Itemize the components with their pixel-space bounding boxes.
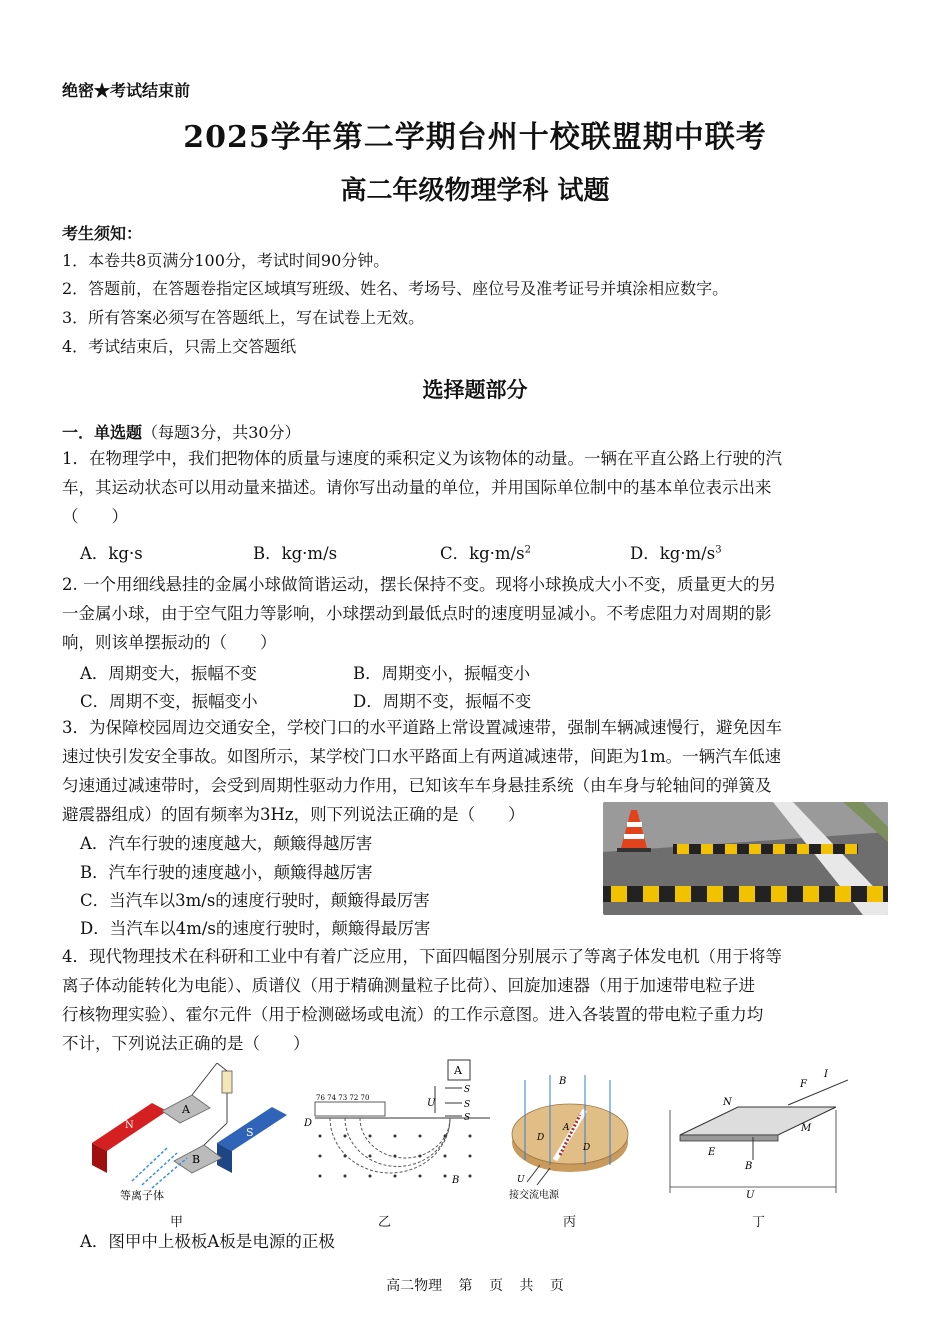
ac-source-label: 接交流电源	[509, 1190, 559, 1201]
footer-subject: 高二物理	[386, 1278, 443, 1294]
q1-line-3: （ ）	[62, 507, 128, 526]
cyclotron-b-label: B	[559, 1076, 567, 1087]
q1-line-1: 1．在物理学中，我们把物体的质量与速度的乘积定义为该物体的动量。一辆在平直公路上行驶的汽	[62, 449, 782, 468]
q1-line-2: 车，其运动状态可以用动量来描述。请你写出动量的单位，并用国际单位制中的基本单位表示出来	[62, 478, 772, 497]
page-footer	[0, 1275, 950, 1295]
cyclotron-u-label: U	[517, 1175, 525, 1185]
speed-bump-photo	[603, 802, 888, 915]
figure-yi-mass-spectrometer	[300, 1058, 495, 1198]
q2-option-a[interactable]: A．周期变大，振幅不变	[80, 664, 257, 683]
q4-line-2: 离子体动能转化为电能）、质谱仪（用于精确测量粒子比荷）、回旋加速器（用于加速带电粒子进	[62, 976, 755, 995]
question-1	[62, 444, 890, 531]
plate-a-label: A	[182, 1103, 190, 1116]
figure-ding-hall-element	[668, 1065, 848, 1205]
hall-e-label: E	[708, 1147, 716, 1158]
hall-f-label: F	[800, 1079, 807, 1090]
cyclotron-a-label: A	[563, 1123, 570, 1133]
q1-option-c[interactable]	[440, 540, 531, 564]
figure-bing-label: 丙	[563, 1215, 577, 1230]
q2-line-1: 2. 一个用细线悬挂的金属小球做简谐运动，摆长保持不变。现将小球换成大小不变，质量更大的另	[62, 575, 776, 594]
q4-line-3: 行核物理实验）、霍尔元件（用于检测磁场或电流）的工作示意图。进入各装置的带电粒子重力均	[62, 1005, 764, 1024]
point-d-label: D	[304, 1118, 313, 1129]
notice-item-4: 4．考试结束后，只需上交答题纸	[62, 337, 297, 356]
figure-jia-plasma-generator	[92, 1063, 292, 1203]
notice-item-1: 1．本卷共8页满分100分，考试时间90分钟。	[62, 251, 390, 270]
q3-line-4: 避震器组成）的固有频率为3Hz，则下列说法正确的是（ ）	[62, 805, 525, 824]
q2-option-d[interactable]: D．周期不变，振幅不变	[353, 692, 532, 711]
source-a-label: A	[454, 1064, 462, 1077]
figure-jia-label: 甲	[170, 1215, 184, 1230]
q1-option-c-sup: 2	[524, 544, 531, 556]
q2-line-3: 响，则该单摆振动的（ ）	[62, 633, 277, 652]
section-title: 选择题部分	[422, 377, 528, 402]
hall-n-label: N	[723, 1097, 732, 1108]
figure-ding-label: 丁	[752, 1215, 766, 1230]
pole-s-label: S	[246, 1126, 254, 1139]
q3-option-d[interactable]: D．当汽车以4m/s的速度行驶时，颠簸得最厉害	[80, 919, 431, 938]
notice-item-2: 2．答题前，在答题卷指定区域填写班级、姓名、考场号、座位号及准考证号并填涂相应数字。	[62, 279, 729, 298]
plasma-label: 等离子体	[120, 1189, 164, 1202]
q1-option-d-sup: 3	[715, 544, 722, 556]
notice-heading: 考生须知：	[62, 224, 143, 243]
magnetic-field-dots	[319, 1135, 472, 1178]
question-2	[62, 570, 890, 657]
part1-heading	[62, 420, 301, 443]
footer-total-unit: 页	[549, 1278, 564, 1294]
hall-b-label: B	[745, 1161, 753, 1172]
q3-line-2: 速过快引发安全事故。如图所示，某学校门口水平路面上有两道减速带，间距为1m。一辆汽车低速	[62, 747, 782, 766]
footer-total: 共	[519, 1278, 534, 1294]
hall-m-label: M	[801, 1123, 812, 1134]
q3-line-3: 匀速通过减速带时，会受到周期性驱动力作用，已知该车车身悬挂系统（由车身与轮轴间的弹簧及	[62, 776, 772, 795]
slit-s1-label: S	[464, 1085, 471, 1095]
part1-title: 一．单选题	[62, 423, 143, 442]
q3-option-c[interactable]: C．当汽车以3m/s的速度行驶时，颠簸得最厉害	[80, 891, 430, 910]
figure-yi-label: 乙	[378, 1215, 392, 1230]
dee-d2-label: D	[583, 1143, 591, 1153]
voltage-u-label: U	[427, 1098, 436, 1109]
footer-page: 第	[458, 1278, 473, 1294]
scale-label: 76 74 73 72 70	[316, 1094, 370, 1102]
speed-bump-near	[603, 886, 888, 902]
dee-d1-label: D	[537, 1133, 545, 1143]
speed-bump-far	[673, 844, 858, 854]
q1-option-c-text: C．kg·m/s	[440, 544, 525, 563]
pole-n-label: N	[125, 1120, 134, 1131]
q1-option-d-text: D．kg·m/s	[630, 544, 716, 563]
plate-b-label: B	[192, 1153, 201, 1166]
exam-title: 2025学年第二学期台州十校联盟期中联考	[183, 120, 767, 155]
q4-option-a[interactable]: A．图甲中上极板A板是电源的正极	[80, 1232, 335, 1251]
question-4	[62, 942, 890, 1058]
slit-s3-label: S	[464, 1113, 471, 1123]
hall-i-label: I	[824, 1069, 828, 1080]
q2-line-2: 一金属小球，由于空气阻力等影响，小球摆动到最低点时的速度明显减小。不考虑阻力对周期的影	[62, 604, 772, 623]
q2-option-c[interactable]: C．周期不变，振幅变小	[80, 692, 258, 711]
q1-option-b[interactable]: B．kg·m/s	[253, 544, 338, 563]
part1-note: （每题3分，共30分）	[142, 423, 301, 442]
footer-page-unit: 页	[489, 1278, 503, 1294]
exam-subtitle: 高二年级物理学科 试题	[340, 176, 610, 206]
q3-option-a[interactable]: A．汽车行驶的速度越大，颠簸得越厉害	[80, 834, 373, 853]
field-b-label: B	[452, 1175, 460, 1186]
figure-bing-cyclotron	[505, 1070, 645, 1205]
q3-option-b[interactable]: B．汽车行驶的速度越小，颠簸得越厉害	[80, 863, 373, 882]
q4-line-4: 不计，下列说法正确的是（ ）	[62, 1034, 310, 1053]
q2-option-b[interactable]: B．周期变小，振幅变小	[353, 664, 531, 683]
q4-line-1: 4．现代物理技术在科研和工业中有着广泛应用，下面四幅图分别展示了等离子体发电机（用于将等	[62, 947, 782, 966]
q1-option-a[interactable]: A．kg·s	[80, 544, 143, 563]
notice-item-3: 3．所有答案必须写在答题纸上，写在试卷上无效。	[62, 308, 425, 327]
q3-line-1: 3．为保障校园周边交通安全，学校门口的水平道路上常设置减速带，强制车辆减速慢行，避免因车	[62, 718, 782, 737]
hall-um-label: U	[746, 1190, 755, 1201]
slit-s2-label: S	[464, 1100, 471, 1110]
q1-option-d[interactable]	[630, 540, 722, 564]
secret-label: 绝密★考试结束前	[62, 81, 191, 100]
